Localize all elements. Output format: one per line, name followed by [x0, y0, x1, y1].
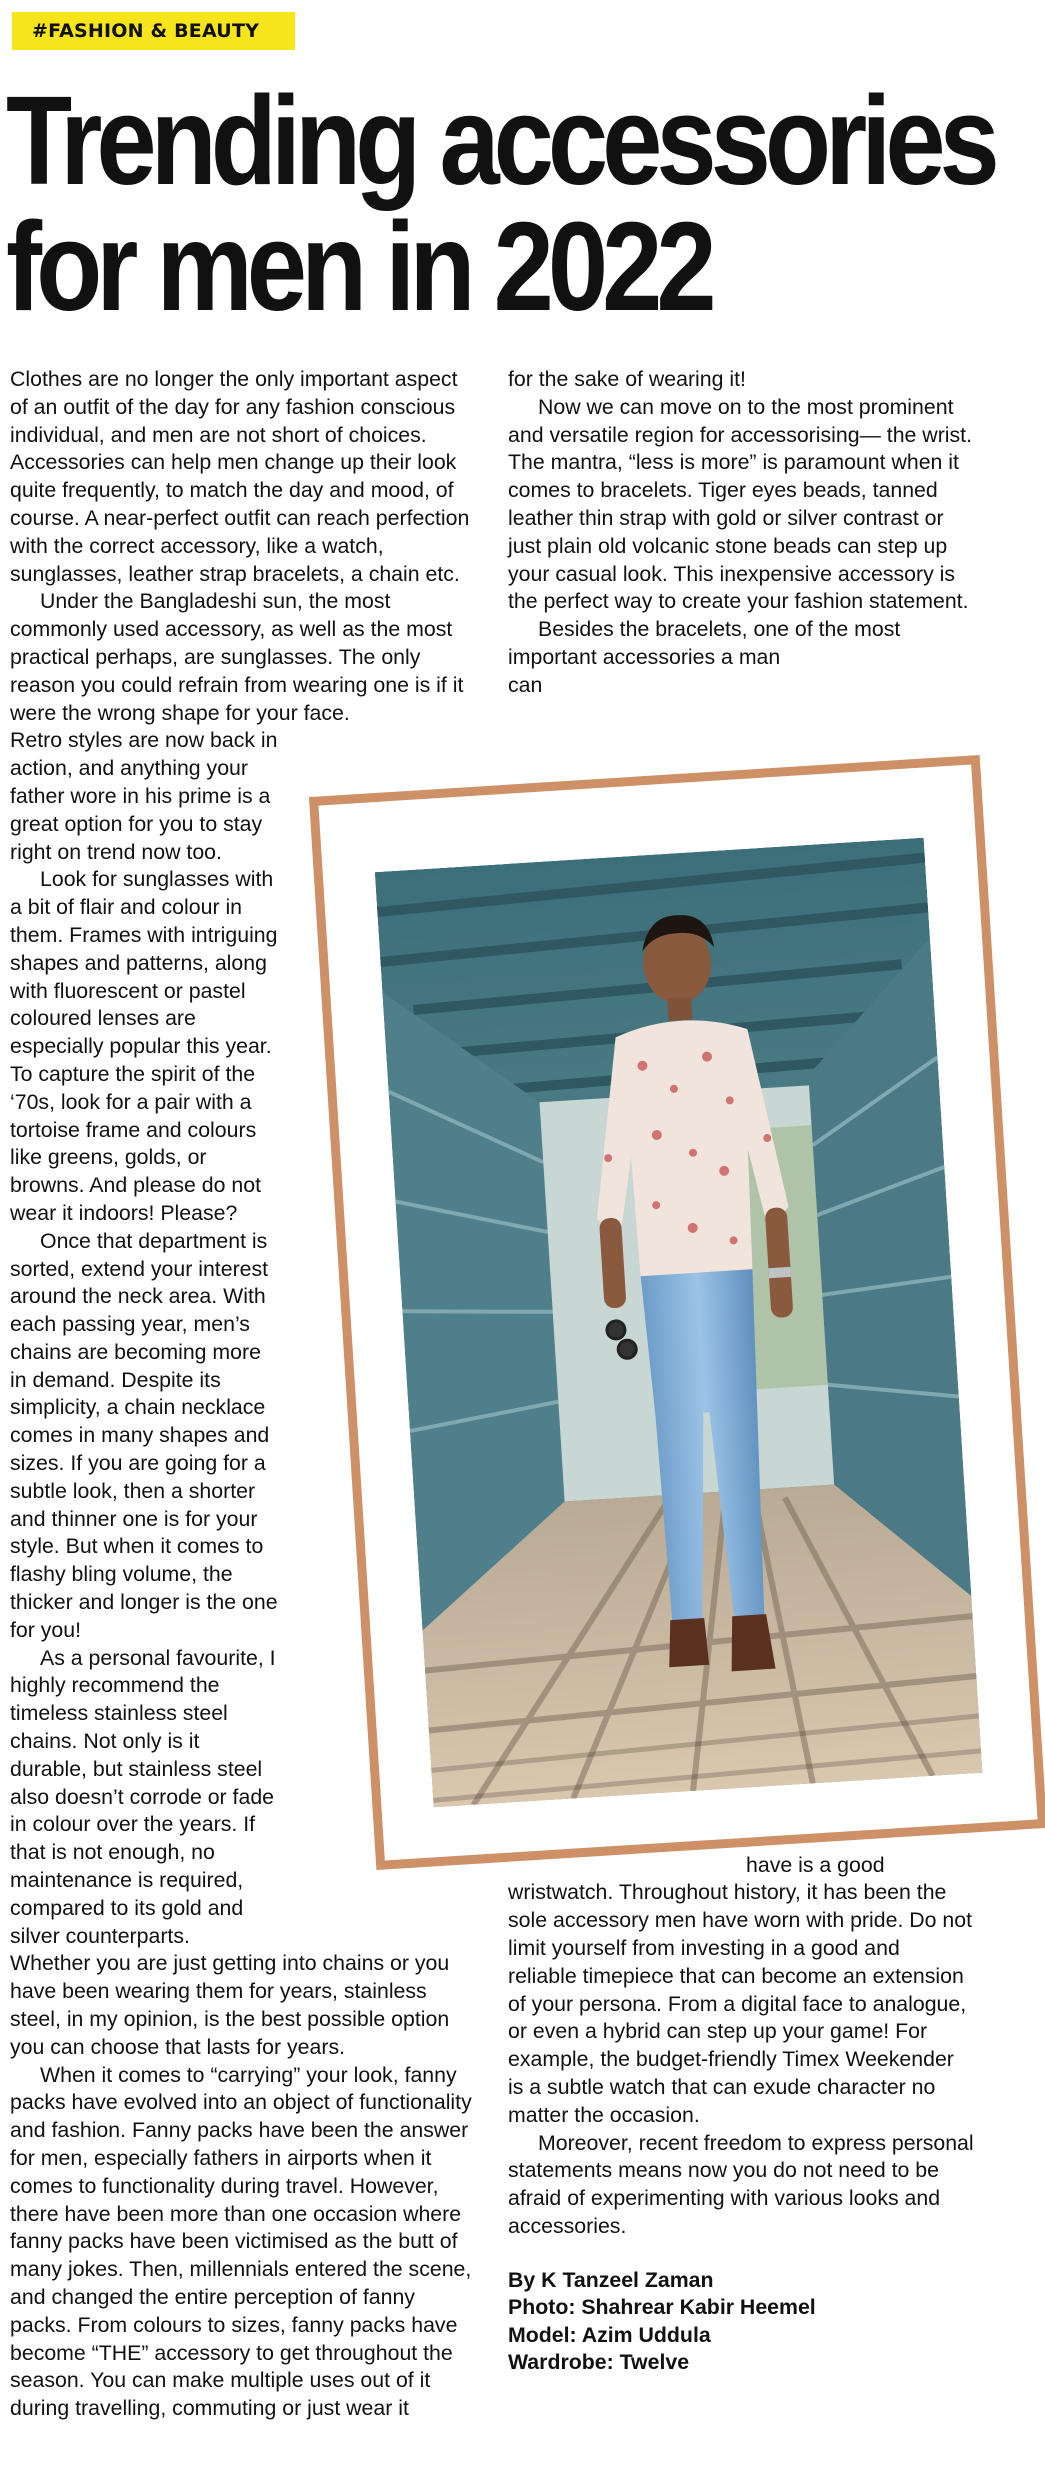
credit-author: By K Tanzeel Zaman	[508, 2267, 714, 2292]
paragraph-intro: Clothes are no longer the only important aspect of an outfit of the day for any fashion conscious individual, and men are not short of choices. Accessories can help men change up their look quite frequently, to match the day and mood, of course. A near-perfect outfit can reach perfection with the correct accessory, like a watch, sunglasses, leather strap bracelets, a chain etc.	[10, 367, 470, 586]
section-tag: #FASHION & BEAUTY	[12, 12, 295, 50]
paragraph-watch-intro: Besides the bracelets, one of the most important accessories a man	[508, 617, 901, 669]
paragraph-watch: wristwatch. Throughout history, it has been the sole accessory men have worn with pride. Do not limit yourself from investing in a good and reliable timepiece that can become an extension of your persona. From a digital face to analogue, or even a hybrid can step up your game! For example, the budget-friendly Timex Weekender is a subtle watch that can exude character no matter the occasion.	[508, 1880, 973, 2127]
photo-frame	[309, 755, 1045, 1870]
headline	[6, 70, 994, 337]
model-photo	[375, 838, 983, 1808]
paragraph-stainless-cont: Whether you are just getting into chains or you have been wearing them for years, stainless steel, in my opinion, is the best possible option you can choose that lasts for years.	[10, 1951, 450, 2059]
headline-line-1: Trending accessories	[6, 70, 994, 211]
model-photo-illustration	[375, 838, 983, 1808]
paragraph-retro: Retro styles are now back in action, and anything your father wore in his prime is a great option for you to stay right on trend now too.	[10, 728, 278, 864]
paragraph-watch-resume: have is a good	[746, 1852, 885, 1877]
headline-line-2: for men in 2022	[6, 196, 711, 337]
credit-wardrobe: Wardrobe: Twelve	[508, 2350, 690, 2375]
paragraph-sunglasses	[10, 588, 480, 727]
paragraph-chains: Once that department is sorted, extend your interest around the neck area. With each passing year, men’s chains are becoming more in demand. Despite its simplicity, a chain necklace comes in many shapes and sizes. If you are going for a subtle look, then a shorter and thinner one is for your style. But when it comes to flashy bling volume, the thicker and longer is the one for you!	[10, 1228, 278, 1642]
paragraph-sunglasses-a: Under the Bangladeshi sun, the most commonly used accessory, as well as the most practical perhaps, are sunglasses. The only reason you could refrain from wearing one is if it were the wrong shape for your face.	[10, 589, 464, 725]
paragraph-stainless: As a personal favourite, I highly recommend the timeless stainless steel chains. Not only is it durable, but stainless steel also doesn’t corrode or fade in colour over the years. If that is not enough, no maintenance is required, compared to its gold and silver counterparts.	[10, 1645, 276, 1948]
paragraph-wrist: Now we can move on to the most prominent and versatile region for accessorising— the wrist. The mantra, “less is more” is paramount when it comes to bracelets. Tiger eyes beads, tanned leather thin strap with gold or silver contrast or just plain old volcanic stone beads can step up your casual look. This inexpensive accessory is the perfect way to create your fashion statement.	[508, 394, 972, 614]
credits	[508, 2267, 974, 2377]
paragraph-watch-can: can	[508, 672, 543, 697]
credit-photo: Photo: Shahrear Kabir Heemel	[508, 2295, 816, 2320]
paragraph-flair: Look for sunglasses with a bit of flair and colour in them. Frames with intriguing shapes and patterns, along with fluorescent or pastel coloured lenses are especially popular this year. To capture the spirit of the ‘70s, look for a pair with a tortoise frame and colours like greens, golds, or browns. And please do not wear it indoors! Please?	[10, 867, 278, 1225]
credit-model: Model: Azim Uddula	[508, 2322, 711, 2347]
paragraph-fanny-packs: When it comes to “carrying” your look, fanny packs have evolved into an object of functionality and fashion. Fanny packs have been the answer for men, especially fathers in airports when it comes to functionality during travel. However, there have been more than one occasion where fanny packs have been victimised as the butt of many jokes. Then, millennials entered the scene, and changed the entire perception of fanny packs. From colours to sizes, fanny packs have become “THE” accessory to get throughout the season. You can make multiple uses out of it during travelling, commuting or just wear it	[10, 2062, 472, 2421]
paragraph-continuation: for the sake of wearing it!	[508, 367, 746, 391]
paragraph-conclusion: Moreover, recent freedom to express personal statements means now you do not need to be afraid of experimenting with various looks and accessories.	[508, 2130, 974, 2238]
